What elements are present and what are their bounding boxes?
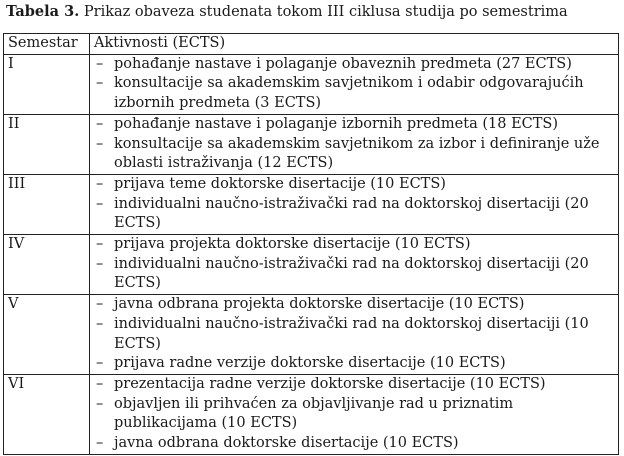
header-semester: Semestar	[4, 34, 90, 55]
activities-cell	[90, 174, 619, 234]
activities-cell	[90, 235, 619, 295]
semester-cell: II	[4, 114, 90, 174]
semester-cell: V	[4, 295, 90, 375]
activity-item: – objavljen ili prihvaćen za objavljivanje rad u priznatim publikacijama (10 ECTS)	[94, 395, 614, 434]
table-row	[4, 174, 619, 234]
activity-item: – pohađanje nastave i polaganje izbornih predmeta (18 ECTS)	[94, 115, 614, 135]
activity-list	[94, 175, 614, 234]
activity-item: – prijava projekta doktorske disertacije (10 ECTS)	[94, 235, 614, 255]
activity-list	[94, 235, 614, 294]
semester-cell: III	[4, 174, 90, 234]
activity-item: – konsultacije sa akademskim savjetnikom i odabir odgovarajućih izbornih predmeta (3 ECTS)	[94, 74, 614, 113]
activity-list	[94, 375, 614, 454]
activity-item: – prijava teme doktorske disertacije (10 ECTS)	[94, 175, 614, 195]
table-row	[4, 235, 619, 295]
table-row	[4, 374, 619, 454]
semester-cell: I	[4, 54, 90, 114]
table-row	[4, 114, 619, 174]
table-caption-text: Prikaz obaveza studenata tokom III ciklusa studija po semestrima	[79, 4, 568, 20]
activity-item: – javna odbrana doktorske disertacije (10 ECTS)	[94, 434, 614, 454]
activity-list	[94, 55, 614, 114]
activities-cell	[90, 54, 619, 114]
activity-item: – konsultacije sa akademskim savjetnikom za izbor i definiranje uže oblasti istraživanja (12 ECTS)	[94, 135, 614, 174]
table-caption	[6, 2, 568, 22]
activities-cell	[90, 374, 619, 454]
table-row	[4, 295, 619, 375]
semester-cell: IV	[4, 235, 90, 295]
activity-list	[94, 295, 614, 374]
table-header-row	[4, 34, 619, 55]
activity-item: – individualni naučno-istraživački rad na doktorskoj disertaciji (20 ECTS)	[94, 195, 614, 234]
activities-cell	[90, 114, 619, 174]
activities-cell	[90, 295, 619, 375]
activity-item: – individualni naučno-istraživački rad na doktorskoj disertaciji (20 ECTS)	[94, 255, 614, 294]
table-caption-label: Tabela 3.	[6, 3, 80, 20]
activity-item: – individualni naučno-istraživački rad na doktorskoj disertaciji (10 ECTS)	[94, 315, 614, 354]
activity-item: – prezentacija radne verzije doktorske disertacije (10 ECTS)	[94, 375, 614, 395]
activity-item: – pohađanje nastave i polaganje obaveznih predmeta (27 ECTS)	[94, 55, 614, 75]
semester-cell: VI	[4, 374, 90, 454]
table-row	[4, 54, 619, 114]
activity-item: – prijava radne verzije doktorske disertacije (10 ECTS)	[94, 354, 614, 374]
obligations-table	[3, 33, 619, 455]
header-activities: Aktivnosti (ECTS)	[90, 34, 619, 55]
activity-item: – javna odbrana projekta doktorske disertacije (10 ECTS)	[94, 295, 614, 315]
activity-list	[94, 115, 614, 174]
